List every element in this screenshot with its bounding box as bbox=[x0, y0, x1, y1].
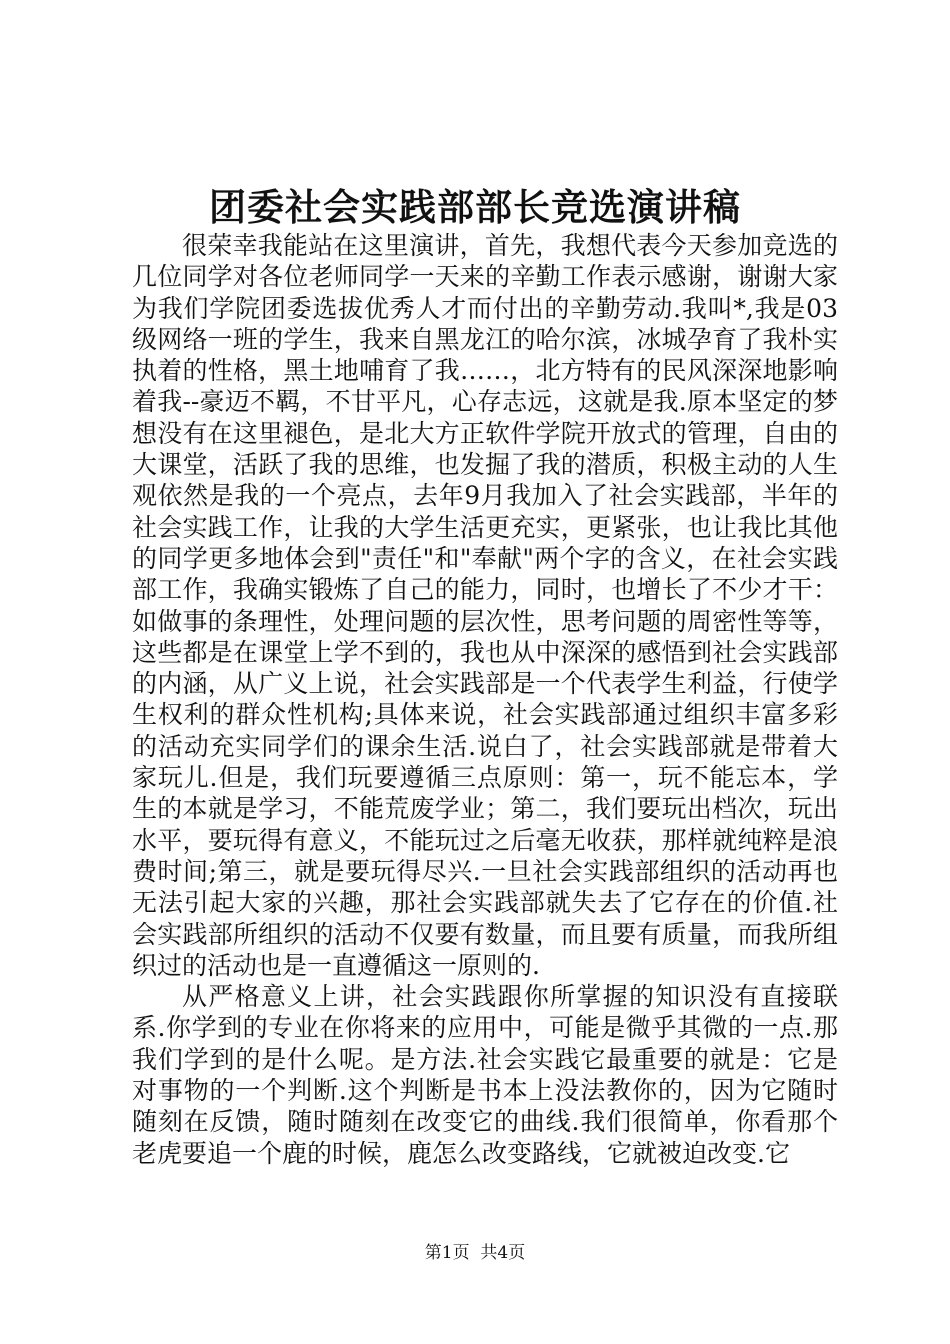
page-number: 第1页 bbox=[424, 1243, 470, 1263]
document-title: 团委社会实践部部长竞选演讲稿 bbox=[209, 185, 741, 229]
page-total: 共4页 bbox=[480, 1243, 526, 1263]
paragraph-1: 很荣幸我能站在这里演讲，首先，我想代表今天参加竞选的几位同学对各位老师同学一天来的辛勤工作表示感谢，谢谢大家为我们学院团委选拔优秀人才而付出的辛勤劳动.我叫*,我是03级网络一班的学生，我来自黑龙江的哈尔滨，冰城孕育了我朴实执着的性格，黑土地哺育了我……，北方特有的民风深深地影响着我--豪迈不羁，不甘平凡，心存志远，这就是我.原本坚定的梦想没有在这里褪色，是北大方正软件学院开放式的管理，自由的大课堂，活跃了我的思维，也发掘了我的潜质，积极主动的人生观依然是我的一个亮点，去年9月我加入了社会实践部，半年的社会实践工作，让我的大学生活更充实，更紧张，也让我比其他的同学更多地体会到"责任"和"奉献"两个字的含义，在社会实践部工作，我确实锻炼了自己的能力，同时，也增长了不少才干：如做事的条理性，处理问题的层次性，思考问题的周密性等等，这些都是在课堂上学不到的，我也从中深深的感悟到社会实践部的内涵，从广义上说，社会实践部是一个代表学生利益，行使学生权利的群众性机构;具体来说，社会实践部通过组织丰富多彩的活动充实同学们的课余生活.说白了，社会实践部就是带着大家玩儿.但是，我们玩要遵循三点原则：第一，玩不能忘本，学生的本就是学习，不能荒废学业；第二，我们要玩出档次，玩出水平，要玩得有意义，不能玩过之后毫无收获，那样就纯粹是浪费时间;第三，就是要玩得尽兴.一旦社会实践部组织的活动再也无法引起大家的兴趣，那社会实践部就失去了它存在的价值.社会实践部所组织的活动不仅要有数量，而且要有质量，而我所组织过的活动也是一直遵循这一原则的. bbox=[132, 231, 838, 980]
document-body bbox=[132, 230, 838, 1169]
footer-separator bbox=[470, 1243, 481, 1263]
paragraph-2: 从严格意义上讲，社会实践跟你所掌握的知识没有直接联系.你学到的专业在你将来的应用中，可能是微乎其微的一点.那我们学到的是什么呢。是方法.社会实践它最重要的就是：它是对事物的一个判断.这个判断是书本上没法教你的，因为它随时随刻在反馈，随时随刻在改变它的曲线.我们很简单，你看那个老虎要追一个鹿的时候，鹿怎么改变路线，它就被迫改变.它 bbox=[132, 982, 838, 1168]
page-footer bbox=[0, 1241, 950, 1265]
